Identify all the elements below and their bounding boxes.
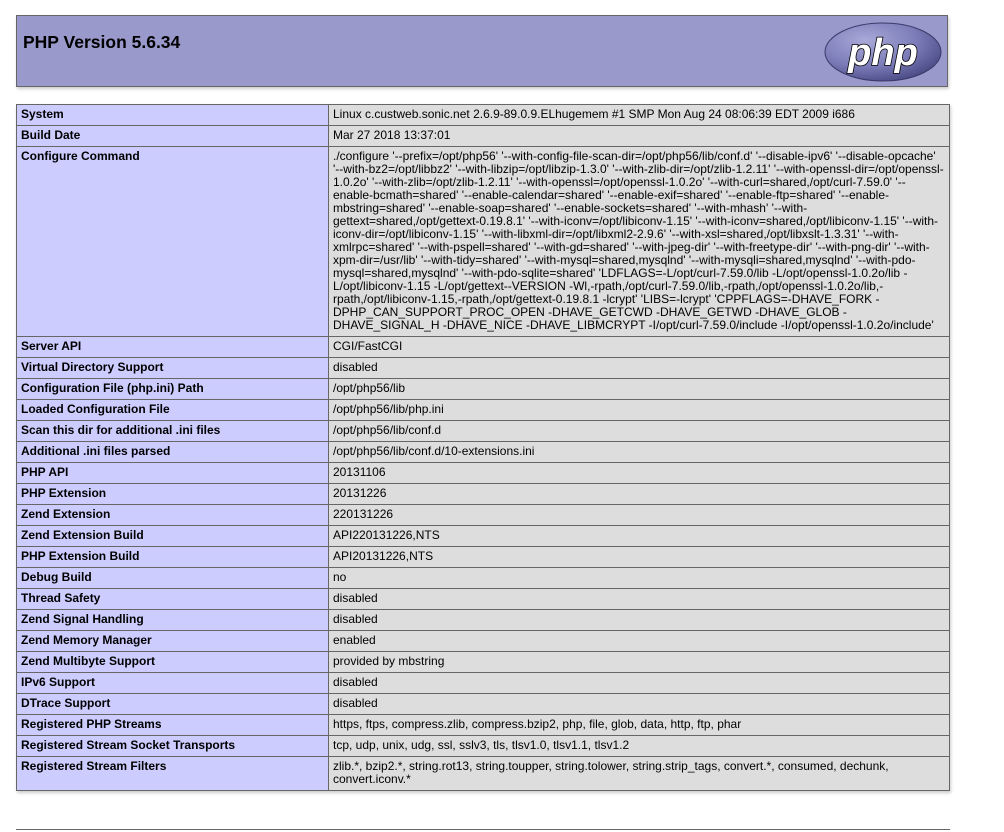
row-value: 220131226 xyxy=(329,505,950,526)
row-label: Build Date xyxy=(17,126,329,147)
row-label: Registered Stream Socket Transports xyxy=(17,736,329,757)
table-row xyxy=(17,379,950,400)
table-row xyxy=(17,126,950,147)
row-value: Mar 27 2018 13:37:01 xyxy=(329,126,950,147)
row-value: API220131226,NTS xyxy=(329,526,950,547)
row-value: disabled xyxy=(329,673,950,694)
phpinfo-header xyxy=(16,15,948,87)
row-value: no xyxy=(329,568,950,589)
table-row xyxy=(17,736,950,757)
row-value: zlib.*, bzip2.*, string.rot13, string.toupper, string.tolower, string.strip_tags, convert.*, consumed, dechunk, convert.iconv.* xyxy=(329,757,950,791)
row-value: /opt/php56/lib xyxy=(329,379,950,400)
table-row xyxy=(17,421,950,442)
table-row xyxy=(17,694,950,715)
row-label: Registered Stream Filters xyxy=(17,757,329,791)
table-row xyxy=(17,105,950,126)
row-value: disabled xyxy=(329,358,950,379)
row-value: tcp, udp, unix, udg, ssl, sslv3, tls, tlsv1.0, tlsv1.1, tlsv1.2 xyxy=(329,736,950,757)
table-row xyxy=(17,547,950,568)
row-label: Additional .ini files parsed xyxy=(17,442,329,463)
row-label: Zend Signal Handling xyxy=(17,610,329,631)
row-label: Configure Command xyxy=(17,147,329,337)
row-value: /opt/php56/lib/conf.d/10-extensions.ini xyxy=(329,442,950,463)
row-label: Virtual Directory Support xyxy=(17,358,329,379)
row-label: PHP Extension xyxy=(17,484,329,505)
table-row xyxy=(17,715,950,736)
section-divider xyxy=(16,829,950,830)
row-label: IPv6 Support xyxy=(17,673,329,694)
row-label: Zend Extension xyxy=(17,505,329,526)
table-row xyxy=(17,400,950,421)
row-value: CGI/FastCGI xyxy=(329,337,950,358)
table-row xyxy=(17,358,950,379)
row-value: enabled xyxy=(329,631,950,652)
php-logo[interactable] xyxy=(823,21,943,83)
row-label: Zend Memory Manager xyxy=(17,631,329,652)
row-value: Linux c.custweb.sonic.net 2.6.9-89.0.9.ELhugemem #1 SMP Mon Aug 24 08:06:39 EDT 2009 i686 xyxy=(329,105,950,126)
row-label: PHP Extension Build xyxy=(17,547,329,568)
row-label: Zend Multibyte Support xyxy=(17,652,329,673)
row-value: 20131106 xyxy=(329,463,950,484)
row-label: PHP API xyxy=(17,463,329,484)
row-value: disabled xyxy=(329,589,950,610)
row-label: Zend Extension Build xyxy=(17,526,329,547)
row-value: provided by mbstring xyxy=(329,652,950,673)
row-label: Thread Safety xyxy=(17,589,329,610)
row-value: https, ftps, compress.zlib, compress.bzip2, php, file, glob, data, http, ftp, phar xyxy=(329,715,950,736)
row-value: disabled xyxy=(329,694,950,715)
table-row xyxy=(17,526,950,547)
row-value: API20131226,NTS xyxy=(329,547,950,568)
table-row xyxy=(17,337,950,358)
table-row xyxy=(17,463,950,484)
phpinfo-table xyxy=(16,104,950,791)
table-row xyxy=(17,610,950,631)
row-value: ./configure '--prefix=/opt/php56' '--with-config-file-scan-dir=/opt/php56/lib/conf.d' '--disable-ipv6' '--disable-opcache' '--with-bz2=/opt/libbz2' '--with-libzip=/opt/libzip-1.3.0' '--with-zlib-dir=/opt/zlib-1.2.11' '--with-openssl-dir=/opt/openssl-1.0.2o' '--with-zlib=/opt/zlib-1.2.11' '--with-openssl=/opt/openssl-1.0.2o' '--with-curl=shared,/opt/curl-7.59.0' '--enable-bcmath=shared' '--enable-calendar=shared' '--enable-exif=shared' '--enable-ftp=shared' '--enable-mbstring=shared' '--enable-soap=shared' '--enable-sockets=shared' '--with-mhash' '--with-gettext=shared,/opt/gettext-0.19.8.1' '--with-iconv=/opt/libiconv-1.15' '--with-iconv=shared,/opt/libiconv-1.15' '--with-iconv-dir=/opt/libiconv-1.15' '--with-libxml-dir=/opt/libxml2-2.9.6' '--with-xsl=shared,/opt/libxslt-1.3.31' '--with-xmlrpc=shared' '--with-pspell=shared' '--with-gd=shared' '--with-jpeg-dir' '--with-freetype-dir' '--with-png-dir' '--with-xpm-dir=/usr/lib' '--with-tidy=shared' '--with-mysql=shared,mysqlnd' '--with-mysqli=shared,mysqlnd' '--with-pdo-mysql=shared,mysqlnd' '--with-pdo-sqlite=shared' 'LDFLAGS=-L/opt/curl-7.59.0/lib -L/opt/openssl-1.0.2o/lib -L/opt/libiconv-1.15 -L/opt/gettext--VERSION -Wl,-rpath,/opt/curl-7.59.0/lib,-rpath,/opt/openssl-1.0.2o/lib,-rpath,/opt/libiconv-1.15,-rpath,/opt/gettext-0.19.8.1 -lcrypt' 'LIBS=-lcrypt' 'CPPFLAGS=-DHAVE_FORK -DPHP_CAN_SUPPORT_PROC_OPEN -DHAVE_GETCWD -DHAVE_GETWD -DHAVE_GLOB -DHAVE_SIGNAL_H -DHAVE_NICE -DHAVE_LIBMCRYPT -I/opt/curl-7.59.0/include -I/opt/openssl-1.0.2o/include' xyxy=(329,147,950,337)
table-row xyxy=(17,652,950,673)
row-value: disabled xyxy=(329,610,950,631)
table-row xyxy=(17,673,950,694)
table-row xyxy=(17,589,950,610)
row-label: Scan this dir for additional .ini files xyxy=(17,421,329,442)
row-value: /opt/php56/lib/conf.d xyxy=(329,421,950,442)
row-label: Server API xyxy=(17,337,329,358)
table-row xyxy=(17,631,950,652)
table-row xyxy=(17,505,950,526)
row-label: Loaded Configuration File xyxy=(17,400,329,421)
row-label: System xyxy=(17,105,329,126)
row-label: Registered PHP Streams xyxy=(17,715,329,736)
row-label: Configuration File (php.ini) Path xyxy=(17,379,329,400)
php-logo-text: php xyxy=(848,32,918,74)
table-row xyxy=(17,484,950,505)
page-title: PHP Version 5.6.34 xyxy=(23,32,181,52)
row-label: Debug Build xyxy=(17,568,329,589)
table-row xyxy=(17,568,950,589)
row-value: 20131226 xyxy=(329,484,950,505)
table-row xyxy=(17,147,950,337)
row-value: /opt/php56/lib/php.ini xyxy=(329,400,950,421)
row-label: DTrace Support xyxy=(17,694,329,715)
table-row xyxy=(17,757,950,791)
table-row xyxy=(17,442,950,463)
